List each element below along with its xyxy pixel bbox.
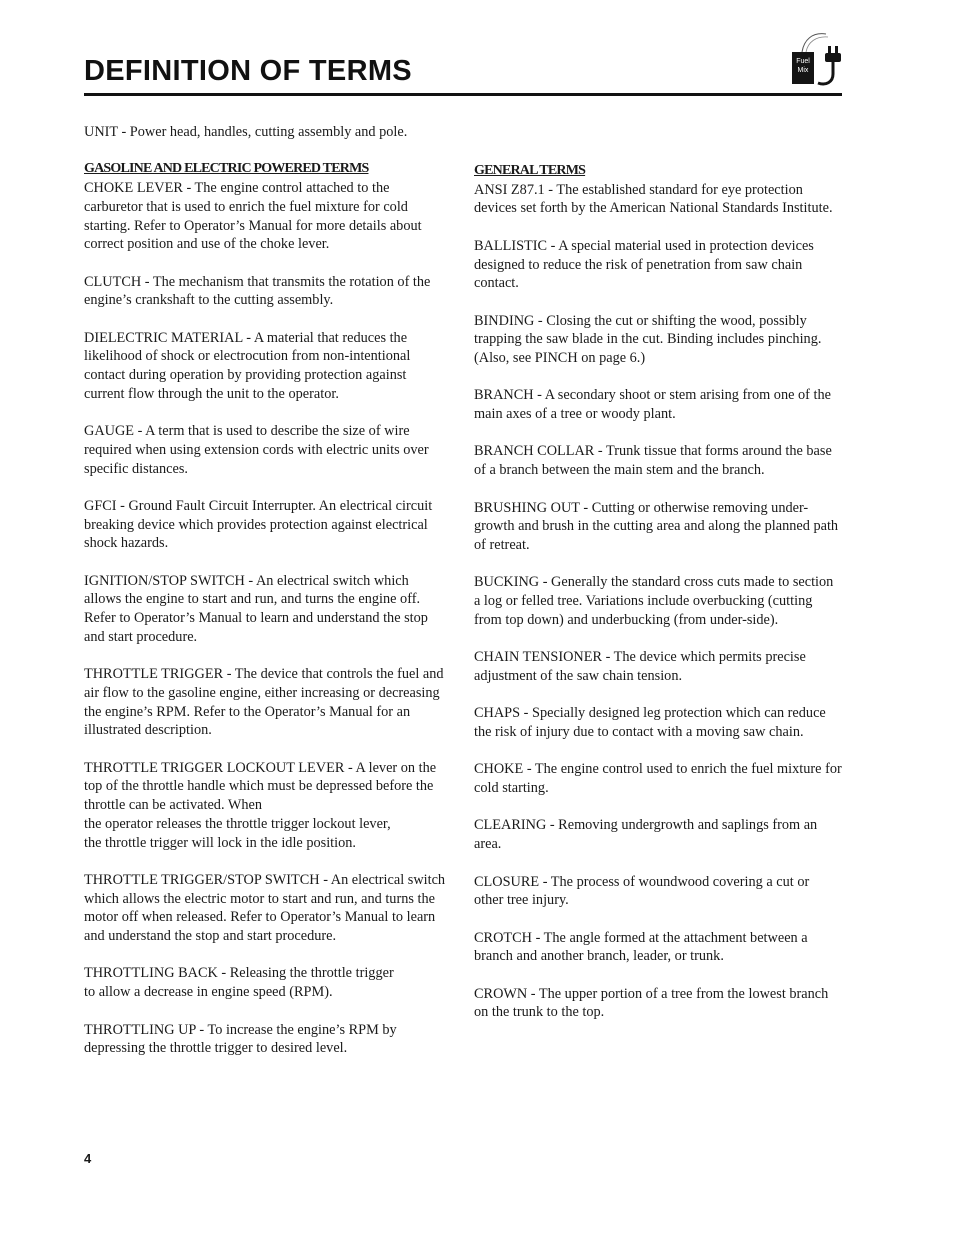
- term-bucking: BUCKING - Generally the standard cross cuts made to section a log or felled tree. Variations include overbucking (cutting from top down) and underbucking (from under-side).: [474, 574, 834, 628]
- term-ballistic: BALLISTIC - A special material used in protection devices designed to reduce the risk of penetration from saw chain contact.: [474, 237, 814, 292]
- plug-prong-right: [835, 46, 838, 54]
- plug-prong-left: [828, 46, 831, 54]
- term-crotch: CROTCH - The angle formed at the attachment between a branch and another branch, leader, or trunk.: [474, 929, 808, 965]
- icon-label-fuel: Fuel: [796, 58, 810, 65]
- term-throttling-up: THROTTLING UP - To increase the engine’s RPM by depressing the throttle trigger to desired level.: [84, 1021, 397, 1057]
- term-binding: BINDING - Closing the cut or shifting the wood, possibly trapping the saw blade in the cut. Binding includes pinching. (Also, see PINCH on page 6.): [474, 312, 822, 366]
- left-column: [84, 123, 446, 1077]
- term-chaps: CHAPS - Specially designed leg protection which can reduce the risk of injury due to contact with a moving saw chain.: [474, 705, 826, 740]
- intro-unit-definition: UNIT - Power head, handles, cutting assembly and pole.: [84, 124, 408, 140]
- header-rule: [84, 93, 842, 96]
- term-branch-collar: BRANCH COLLAR - Trunk tissue that forms around the base of a branch between the main stem and the branch.: [474, 443, 832, 479]
- page-number: 4: [84, 1151, 92, 1166]
- term-gfci: GFCI - Ground Fault Circuit Interrupter. An electrical circuit breaking device which provides protection against electrical shock hazards.: [84, 497, 433, 552]
- term-throttling-back: THROTTLING BACK - Releasing the throttle trigger to allow a decrease in engine speed (RPM).: [84, 965, 394, 1001]
- term-throttle-trigger: THROTTLE TRIGGER - The device that controls the fuel and air flow to the gasoline engine, either increasing or decreasing the engine’s RPM. Refer to the Operator’s Manual for an illustrated description.: [84, 666, 444, 739]
- section-heading-gasoline-electric: GASOLINE AND ELECTRIC POWERED TERMS: [84, 161, 369, 177]
- term-throttle-trigger-lockout-lever: THROTTLE TRIGGER LOCKOUT LEVER - A lever on the top of the throttle handle which must be depressed before the throttle can be activated. When the operator releases the throttle trigger lockout lever, the throttle trigger will lock in the idle position.: [84, 759, 437, 851]
- term-clutch: CLUTCH - The mechanism that transmits the rotation of the engine’s crankshaft to the cutting assembly.: [84, 273, 431, 309]
- plug-body: [825, 53, 841, 62]
- term-chain-tensioner: CHAIN TENSIONER - The device which permits precise adjustment of the saw chain tension.: [474, 649, 806, 684]
- term-throttle-trigger-stop-switch: THROTTLE TRIGGER/STOP SWITCH - An electrical switch which allows the electric motor to start and run, and turns the motor off when released. Refer to Operator’s Manual to learn and understand the stop and start procedure.: [84, 871, 446, 945]
- term-clearing: CLEARING - Removing undergrowth and saplings from an area.: [474, 817, 818, 853]
- term-ignition-stop-switch: IGNITION/STOP SWITCH - An electrical switch which allows the engine to start and run, and turns the engine off. Refer to Operator’s Manual to learn and understand the stop and start procedure.: [84, 572, 428, 645]
- term-crown: CROWN - The upper portion of a tree from the lowest branch on the trunk to the top.: [474, 985, 829, 1021]
- cord-line-shadow: [806, 37, 828, 52]
- term-choke-lever: CHOKE LEVER - The engine control attached to the carburetor that is used to enrich the fuel mixture for cold starting. Refer to Operator’s Manual for more details about correct position and use of the choke lever.: [84, 180, 422, 253]
- term-branch: BRANCH - A secondary shoot or stem arising from one of the main axes of a tree or woody plant.: [474, 387, 831, 423]
- term-choke: CHOKE - The engine control used to enrich the fuel mixture for cold starting.: [474, 761, 842, 797]
- cord-line: [802, 34, 826, 52]
- plug-cord: [818, 62, 833, 84]
- page-title: DEFINITION OF TERMS: [84, 55, 412, 87]
- term-brushing-out: BRUSHING OUT - Cutting or otherwise removing under-growth and brush in the cutting area and along the planned path of retreat.: [474, 499, 839, 553]
- icon-label-mix: Mix: [797, 67, 809, 74]
- term-closure: CLOSURE - The process of woundwood covering a cut or other tree injury.: [474, 873, 810, 909]
- term-ansi-z87: ANSI Z87.1 - The established standard for eye protection devices set forth by the American National Standards Institute.: [474, 181, 833, 217]
- term-gauge: GAUGE - A term that is used to describe the size of wire required when using extension cords with electric units over specific distances.: [84, 423, 429, 477]
- fuel-mix-plug-icon: [790, 30, 846, 88]
- term-dielectric-material: DIELECTRIC MATERIAL - A material that reduces the likelihood of shock or electrocution from non-intentional contact during operation by providing protection against current flow through the unit to the operator.: [84, 329, 411, 402]
- right-column: [474, 162, 842, 1041]
- section-heading-general: GENERAL TERMS: [474, 163, 586, 178]
